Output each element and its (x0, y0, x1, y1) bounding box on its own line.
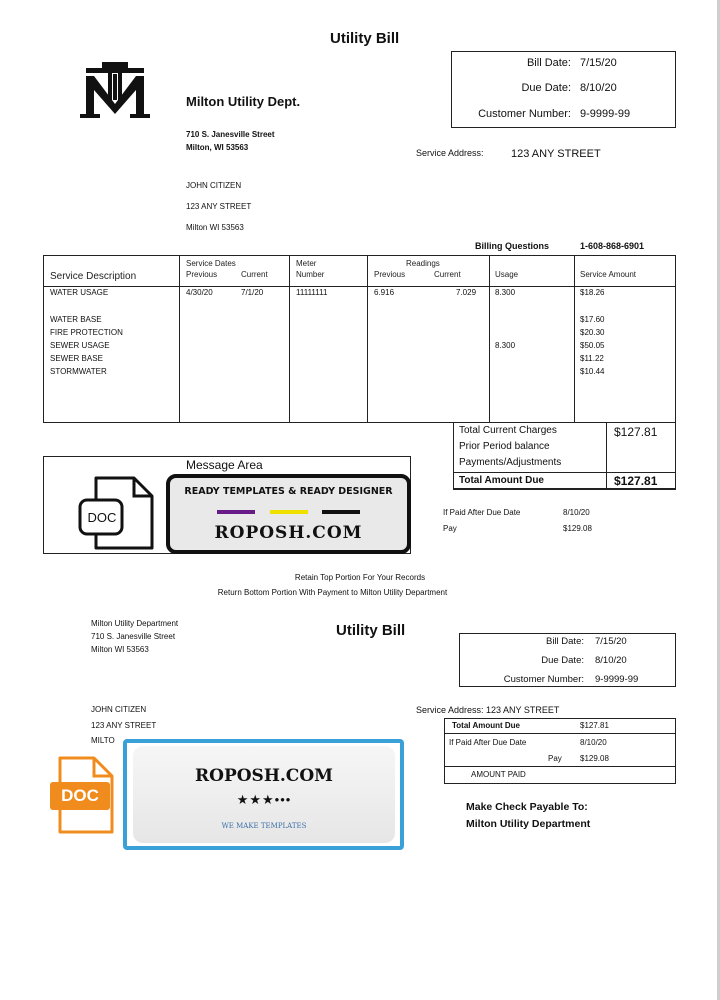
promo-headline: READY TEMPLATES & READY DESIGNER (184, 486, 393, 497)
row-water-usage-desc: WATER USAGE (50, 288, 109, 297)
promo2-site: ROPOSH.COM (195, 766, 333, 786)
row-water-usage-meter: 11111111 (296, 288, 328, 297)
billing-questions-label: Billing Questions (475, 241, 550, 251)
header-current-reading: Current (434, 270, 461, 279)
dept-logo (80, 60, 150, 120)
dept-address-line1: 710 S. Janesville Street (186, 130, 275, 139)
row-sewer-usage-amount: $50.05 (580, 341, 605, 350)
row-water-base-desc: WATER BASE (50, 315, 102, 324)
page-title: Utility Bill (330, 30, 400, 47)
doc-file-label: DOC (87, 510, 117, 525)
row-water-usage-prev-read: 6.916 (374, 288, 395, 297)
service-address-value: 123 ANY STREET (511, 148, 601, 160)
message-area-label: Message Area (186, 458, 263, 472)
stub-total-due-value: $127.81 (580, 721, 609, 730)
promo2-stars: ★★★••• (236, 792, 292, 807)
return-instruction: Return Bottom Portion With Payment to Milton Utility Department (217, 588, 448, 597)
row-water-usage-prev-date: 4/30/20 (186, 288, 213, 297)
stub-bill-date-label: Bill Date: (545, 636, 584, 647)
total-due-label: Total Amount Due (459, 475, 544, 486)
promo-bar-purple (217, 510, 255, 514)
row-sewer-usage-desc: SEWER USAGE (50, 341, 110, 350)
stub-due-date-label: Due Date: (541, 655, 584, 666)
stub-payment-row-line2 (444, 766, 676, 767)
prior-balance-label: Prior Period balance (459, 441, 550, 452)
promo-bar-yellow (270, 510, 308, 514)
header-current-date: Current (241, 270, 268, 279)
promo2-tagline: WE MAKE TEMPLATES (221, 822, 307, 830)
header-service-amount: Service Amount (580, 270, 637, 279)
row-water-base-amount: $17.60 (580, 315, 605, 324)
customer-name: JOHN CITIZEN (186, 181, 242, 190)
row-water-usage-amount: $18.26 (580, 288, 605, 297)
stub-amount-paid-label: AMOUNT PAID (471, 770, 526, 779)
payments-adjustments-label: Payments/Adjustments (459, 457, 562, 468)
stub-customer-number-value: 9-9999-99 (595, 674, 639, 685)
service-table (43, 255, 676, 423)
stub-customer-name: JOHN CITIZEN (91, 705, 147, 714)
total-current-label: Total Current Charges (459, 425, 557, 436)
service-address-label: Service Address: (416, 148, 484, 158)
bill-date-value: 7/15/20 (580, 57, 617, 69)
stub-customer-street: 123 ANY STREET (91, 721, 157, 730)
customer-number-label: Customer Number: (478, 108, 571, 120)
header-meter-number: Number (296, 270, 325, 279)
due-date-value: 8/10/20 (580, 82, 617, 94)
row-water-usage-cur-date: 7/1/20 (241, 288, 264, 297)
row-stormwater-desc: STORMWATER (50, 367, 107, 376)
stub-after-due-label: If Paid After Due Date (449, 738, 527, 747)
retain-instruction: Retain Top Portion For Your Records (294, 573, 426, 582)
late-pay-amount: $129.08 (563, 524, 592, 533)
row-water-usage-usage: 8.300 (495, 288, 516, 297)
stub-total-due-label: Total Amount Due (452, 721, 520, 730)
stub-pay-amount: $129.08 (580, 754, 609, 763)
totals-top-border (453, 472, 676, 473)
totals-divider (606, 422, 607, 489)
stub-customer-number-label: Customer Number: (503, 674, 584, 685)
stub-service-address: Service Address: 123 ANY STREET (416, 705, 560, 715)
stub-dept-name: Milton Utility Department (91, 619, 179, 628)
stub-due-date-value: 8/10/20 (595, 655, 627, 666)
late-after-due-label: If Paid After Due Date (443, 508, 521, 517)
check-payable-line2: Milton Utility Department (466, 818, 591, 830)
promo-site: ROPOSH.COM (214, 523, 363, 543)
orange-doc-label: DOC (61, 786, 99, 805)
header-previous-date: Previous (186, 270, 218, 279)
customer-city: Milton WI 53563 (186, 223, 244, 232)
stub-title: Utility Bill (336, 622, 406, 639)
stub-customer-city: MILTO (91, 736, 115, 745)
row-sewer-usage-usage: 8.300 (495, 341, 516, 350)
stub-bill-date-value: 7/15/20 (595, 636, 627, 647)
totals-bottom-border (453, 488, 676, 490)
stub-payment-row-line1 (444, 733, 676, 734)
row-fire-protection-amount: $20.30 (580, 328, 605, 337)
customer-street: 123 ANY STREET (186, 202, 252, 211)
logo-m-icon (80, 60, 150, 120)
header-meter: Meter (296, 259, 317, 268)
stub-dept-address2: Milton WI 53563 (91, 645, 149, 654)
late-pay-label: Pay (443, 524, 457, 533)
header-previous-reading: Previous (374, 270, 406, 279)
header-service-dates: Service Dates (186, 259, 236, 268)
stub-after-due-date: 8/10/20 (580, 738, 607, 747)
bill-date-label: Bill Date: (526, 57, 571, 69)
late-after-due-date: 8/10/20 (563, 508, 590, 517)
due-date-label: Due Date: (521, 82, 571, 94)
row-sewer-base-amount: $11.22 (580, 354, 604, 363)
header-service-description: Service Description (50, 271, 137, 282)
row-sewer-base-desc: SEWER BASE (50, 354, 103, 363)
row-water-usage-cur-read: 7.029 (456, 288, 477, 297)
customer-number-value: 9-9999-99 (580, 108, 631, 120)
total-due-value: $127.81 (614, 474, 658, 488)
header-usage: Usage (495, 270, 519, 279)
stub-pay-label: Pay (548, 754, 562, 763)
promo-bar-black (322, 510, 360, 514)
stub-dept-address1: 710 S. Janesville Street (91, 632, 176, 641)
header-readings: Readings (406, 259, 440, 268)
row-fire-protection-desc: FIRE PROTECTION (50, 328, 123, 337)
dept-name: Milton Utility Dept. (186, 94, 301, 109)
row-stormwater-amount: $10.44 (580, 367, 605, 376)
total-current-value: $127.81 (614, 425, 658, 439)
billing-phone: 1-608-868-6901 (580, 241, 645, 251)
dept-address-line2: Milton, WI 53563 (186, 143, 249, 152)
check-payable-line1: Make Check Payable To: (466, 801, 588, 813)
